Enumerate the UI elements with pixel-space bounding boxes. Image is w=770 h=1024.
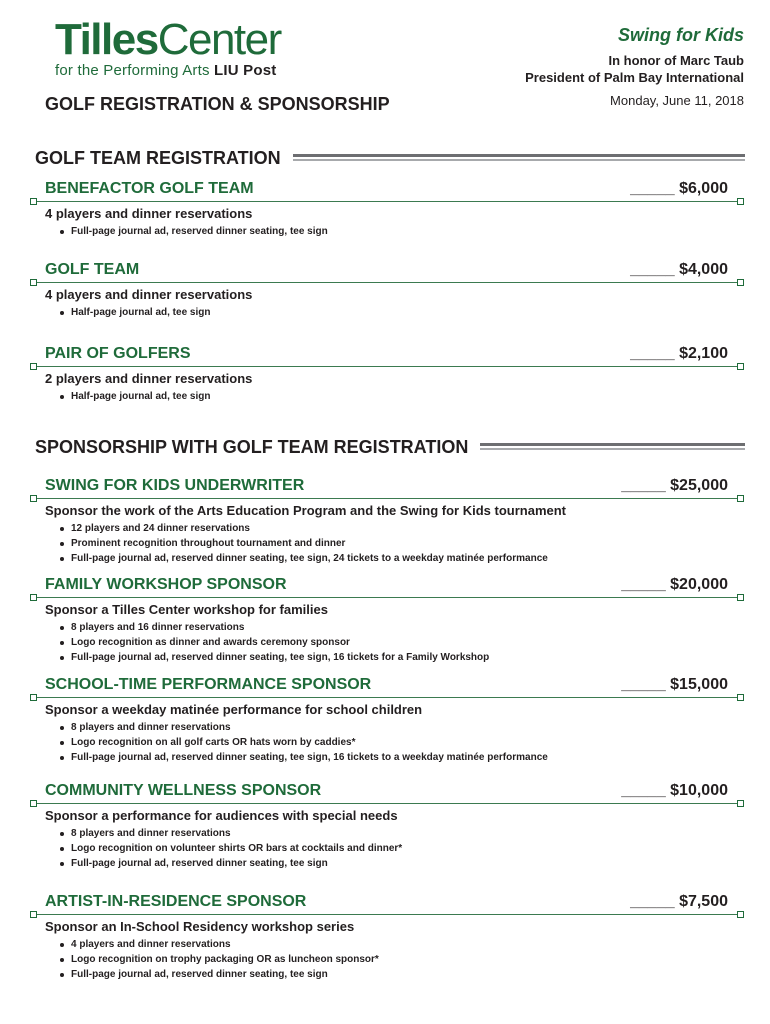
item-name: PAIR OF GOLFERS: [45, 345, 191, 362]
item-header: [30, 476, 744, 498]
item-divider: [34, 697, 740, 698]
benefit-item: Logo recognition on volunteer shirts OR bars at cocktails and dinner*: [71, 841, 744, 856]
item-name: BENEFACTOR GOLF TEAM: [45, 180, 254, 197]
item-header: [30, 675, 744, 697]
item-name: ARTIST-IN-RESIDENCE SPONSOR: [45, 893, 307, 910]
checkbox-right[interactable]: [737, 594, 744, 601]
checkbox-left[interactable]: [30, 911, 37, 918]
item-header: [30, 344, 744, 366]
logo-subtitle-bold: LIU Post: [214, 62, 277, 79]
benefit-item: Logo recognition as dinner and awards ceremony sponsor: [71, 635, 744, 650]
checkbox-left[interactable]: [30, 279, 37, 286]
item-pair-of-golfers: [30, 344, 744, 404]
benefit-item: Logo recognition on trophy packaging OR as luncheon sponsor*: [71, 952, 744, 967]
item-benefits: [71, 389, 744, 404]
item-school-time-performance-sponsor: [30, 675, 744, 765]
item-name: GOLF TEAM: [45, 261, 140, 278]
checkbox-left[interactable]: [30, 594, 37, 601]
item-price: _____ $6,000: [630, 180, 728, 197]
item-price: _____ $15,000: [621, 676, 728, 693]
event-info: [525, 24, 744, 109]
item-benefits: [71, 224, 744, 239]
item-price: _____ $2,100: [630, 345, 728, 362]
item-description: 4 players and dinner reservations: [45, 287, 253, 302]
item-price: _____ $10,000: [621, 782, 728, 799]
item-divider: [34, 366, 740, 367]
item-name: COMMUNITY WELLNESS SPONSOR: [45, 782, 322, 799]
item-description: 2 players and dinner reservations: [45, 371, 253, 386]
benefit-item: Full-page journal ad, reserved dinner seating, tee sign: [71, 856, 744, 871]
section-header-sponsorship: [35, 435, 745, 459]
checkbox-left[interactable]: [30, 694, 37, 701]
checkbox-right[interactable]: [737, 363, 744, 370]
item-header: [30, 575, 744, 597]
item-benefits: [71, 521, 744, 566]
benefit-item: Full-page journal ad, reserved dinner seating, tee sign, 16 tickets to a weekday matinée performance: [71, 750, 744, 765]
item-community-wellness-sponsor: [30, 781, 744, 871]
checkbox-left[interactable]: [30, 198, 37, 205]
benefit-item: 8 players and 16 dinner reservations: [71, 620, 744, 635]
benefit-item: Prominent recognition throughout tournament and dinner: [71, 536, 744, 551]
checkbox-right[interactable]: [737, 279, 744, 286]
benefit-item: Logo recognition on all golf carts OR hats worn by caddies*: [71, 735, 744, 750]
checkbox-right[interactable]: [737, 495, 744, 502]
item-description: Sponsor a weekday matinée performance for school children: [45, 702, 423, 717]
item-benefits: [71, 826, 744, 871]
tilles-center-logo: [55, 15, 325, 79]
logo-name-bold: Tilles: [55, 15, 158, 64]
item-divider: [34, 498, 740, 499]
section-header-golf-team-registration: [35, 146, 745, 170]
checkbox-right[interactable]: [737, 694, 744, 701]
checkbox-right[interactable]: [737, 198, 744, 205]
item-golf-team: [30, 260, 744, 320]
item-divider: [34, 914, 740, 915]
item-name: SWING FOR KIDS UNDERWRITER: [45, 477, 305, 494]
section-title: SPONSORSHIP WITH GOLF TEAM REGISTRATION: [35, 436, 469, 457]
item-name: SCHOOL-TIME PERFORMANCE SPONSOR: [45, 676, 372, 693]
checkbox-left[interactable]: [30, 495, 37, 502]
section-title: GOLF TEAM REGISTRATION: [35, 147, 281, 168]
page-title: GOLF REGISTRATION & SPONSORSHIP: [45, 94, 390, 114]
item-artist-in-residence-sponsor: [30, 892, 744, 982]
item-price: _____ $7,500: [630, 893, 728, 910]
item-benefits: [71, 720, 744, 765]
item-name: FAMILY WORKSHOP SPONSOR: [45, 576, 287, 593]
item-benefits: [71, 937, 744, 982]
benefit-item: 8 players and dinner reservations: [71, 826, 744, 841]
item-divider: [34, 282, 740, 283]
item-description: Sponsor a Tilles Center workshop for families: [45, 602, 328, 617]
item-family-workshop-sponsor: [30, 575, 744, 665]
event-honor-line: In honor of Marc Taub: [608, 53, 744, 68]
item-description: Sponsor an In-School Residency workshop series: [45, 919, 355, 934]
event-title: Swing for Kids: [618, 25, 744, 45]
item-price: _____ $20,000: [621, 576, 728, 593]
logo-name-light: Center: [157, 15, 281, 64]
benefit-item: Full-page journal ad, reserved dinner seating, tee sign: [71, 967, 744, 982]
item-header: [30, 781, 744, 803]
item-divider: [34, 803, 740, 804]
item-divider: [34, 201, 740, 202]
benefit-item: 12 players and 24 dinner reservations: [71, 521, 744, 536]
logo-wordmark: [55, 15, 325, 64]
checkbox-left[interactable]: [30, 800, 37, 807]
section-divider: [480, 443, 745, 451]
item-header: [30, 179, 744, 201]
benefit-item: Half-page journal ad, tee sign: [71, 305, 744, 320]
checkbox-left[interactable]: [30, 363, 37, 370]
benefit-item: Full-page journal ad, reserved dinner seating, tee sign, 16 tickets for a Family Workshop: [71, 650, 744, 665]
logo-subtitle: [55, 62, 325, 79]
item-header: [30, 892, 744, 914]
item-swing-for-kids-underwriter: [30, 476, 744, 566]
item-description: Sponsor the work of the Arts Education Program and the Swing for Kids tournament: [45, 503, 566, 518]
logo-subtitle-text: for the Performing Arts: [55, 62, 210, 79]
event-date: Monday, June 11, 2018: [610, 93, 744, 108]
item-benefits: [71, 305, 744, 320]
checkbox-right[interactable]: [737, 911, 744, 918]
benefit-item: 8 players and dinner reservations: [71, 720, 744, 735]
item-description: Sponsor a performance for audiences with special needs: [45, 808, 398, 823]
item-divider: [34, 597, 740, 598]
item-benefactor-golf-team: [30, 179, 744, 239]
benefit-item: Full-page journal ad, reserved dinner seating, tee sign, 24 tickets to a weekday matinée performance: [71, 551, 744, 566]
item-description: 4 players and dinner reservations: [45, 206, 253, 221]
item-price: _____ $4,000: [630, 261, 728, 278]
checkbox-right[interactable]: [737, 800, 744, 807]
item-benefits: [71, 620, 744, 665]
benefit-item: Half-page journal ad, tee sign: [71, 389, 744, 404]
benefit-item: 4 players and dinner reservations: [71, 937, 744, 952]
event-role-line: President of Palm Bay International: [525, 70, 744, 85]
item-header: [30, 260, 744, 282]
section-divider: [293, 154, 745, 162]
item-price: _____ $25,000: [621, 477, 728, 494]
benefit-item: Full-page journal ad, reserved dinner seating, tee sign: [71, 224, 744, 239]
